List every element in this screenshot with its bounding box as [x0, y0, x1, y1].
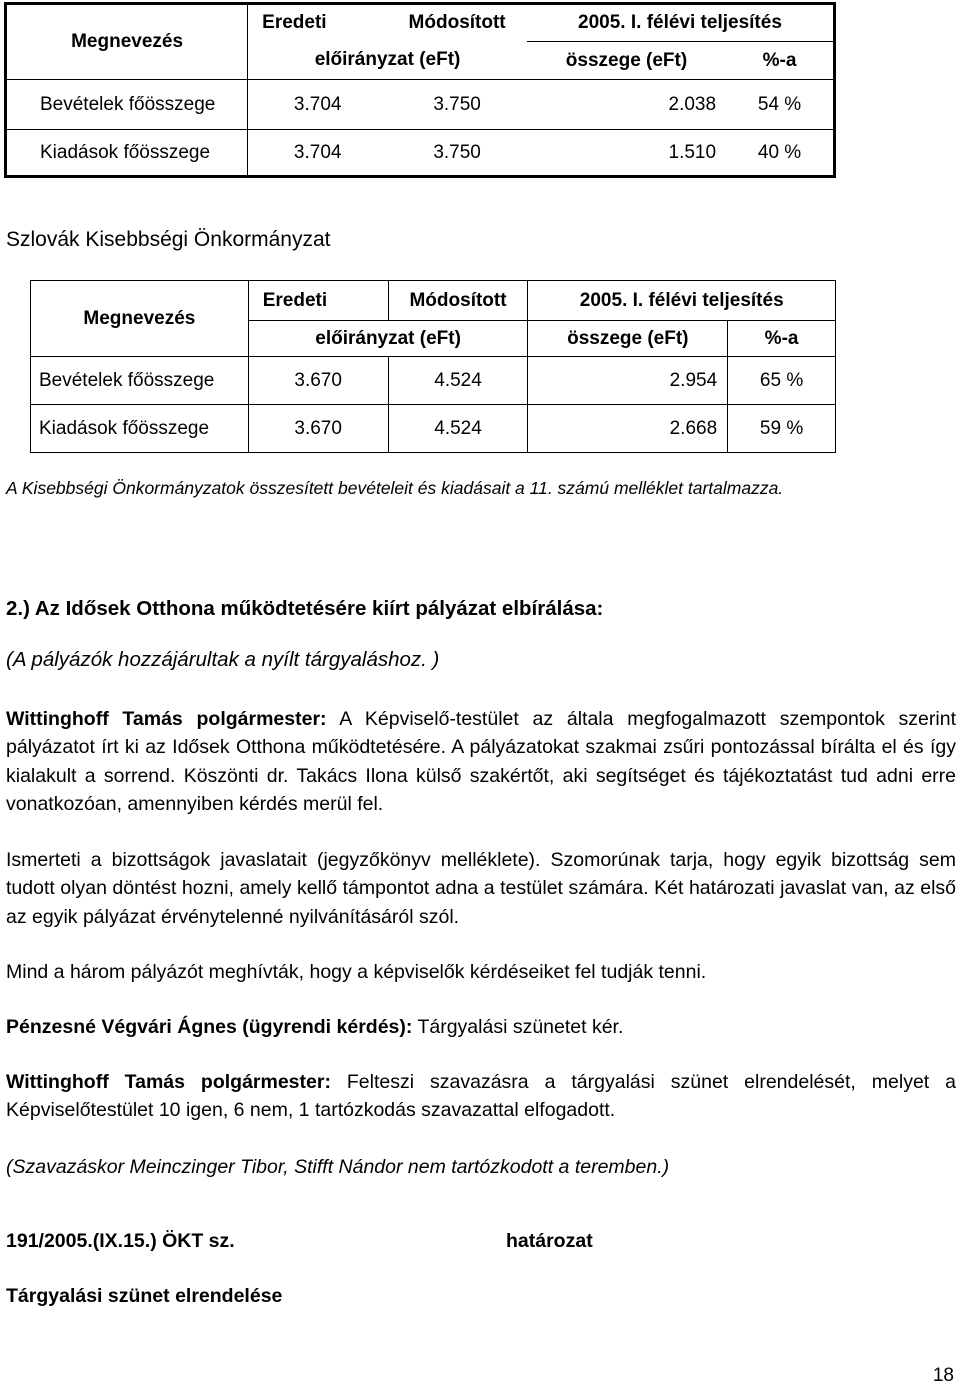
annex-note: A Kisebbségi Önkormányzatok összesített bevételeit és kiadásait a 11. számú melléklet tartalmazza. — [6, 478, 784, 498]
voting-note: (Szavazáskor Meinczinger Tibor, Stifft Nándor nem tartózkodott a teremben.) — [6, 1156, 670, 1178]
header-name: Megnevezés — [31, 281, 249, 357]
header-appropriation: előirányzat (eFt) — [248, 42, 527, 80]
header-percent: %-a — [728, 321, 836, 357]
paragraph-text: A Képviselő-testület az általa megfogalmazott szempontok szerint pályázatot írt ki az Idősek Otthona működtetésére. A pályázatokat szakmai zsűri pontozással bírálta el és így kialakult a sorrend. Köszönti dr. Takács Ilona külső szakértőt, aki segítséget és tájékoztatást tud adni erre vonatkozóan, amennyiben kérdés merül fel. — [6, 708, 956, 815]
budget-table-slovak — [30, 280, 836, 453]
table-row — [31, 405, 836, 453]
row-label: Kiadások főösszege — [6, 130, 248, 177]
header-modified: Módosított — [408, 12, 506, 34]
header-percent: %-a — [726, 42, 834, 80]
row-original: 3.670 — [248, 357, 388, 405]
header-period: 2005. I. félévi teljesítés — [528, 281, 836, 321]
header-amount: összege (eFt) — [527, 42, 726, 80]
paragraph-text: Tárgyalási szünetet kér. — [412, 1016, 624, 1038]
row-amount: 1.510 — [668, 141, 717, 163]
speaker-name: Wittinghoff Tamás polgármester: — [6, 1071, 331, 1093]
table2-title: Szlovák Kisebbségi Önkormányzat — [6, 228, 331, 251]
paragraph-committees: Ismerteti a bizottságok javaslatait (jegyzőkönyv melléklete). Szomorúnak tarja, hogy egyik bizottság sem tudott olyan döntést hozni, amely kellő támpontot adna a testület számára. Két határozati javaslat van, az első az egyik pályázat érvénytelenné nyilvánításáról szól. — [6, 849, 956, 928]
row-modified: 3.750 — [387, 80, 527, 130]
table-row — [6, 130, 835, 177]
budget-table-main — [4, 2, 836, 178]
resolution-label: határozat — [506, 1230, 593, 1252]
header-modified: Módosított — [388, 281, 528, 321]
row-original: 3.670 — [248, 405, 388, 453]
table-row — [31, 357, 836, 405]
row-percent: 59 % — [728, 405, 836, 453]
paragraph-text: Felteszi szavazásra a tárgyalási szünet elrendelését, melyet a Képviselőtestület 10 igen, 6 nem, 1 tartózkodás szavazattal elfogadott. — [6, 1071, 956, 1122]
speaker-name: Wittinghoff Tamás polgármester: — [6, 708, 327, 730]
row-amount: 2.668 — [528, 405, 728, 453]
row-modified: 3.750 — [433, 141, 481, 163]
row-label: Bevételek főösszege — [31, 357, 249, 405]
paragraph-mayor-1 — [6, 705, 956, 818]
resolution-number: 191/2005.(IX.15.) ÖKT sz. — [6, 1230, 235, 1252]
header-original: Eredeti — [262, 12, 327, 34]
header-period: 2005. I. félévi teljesítés — [527, 4, 835, 42]
row-original: 3.704 — [293, 141, 342, 163]
row-label: Kiadások főösszege — [31, 405, 249, 453]
row-label: Bevételek főösszege — [6, 80, 248, 130]
row-original: 3.704 — [248, 80, 388, 130]
section-heading: 2.) Az Idősek Otthona működtetésére kiírt pályázat elbírálása: — [6, 597, 604, 620]
row-percent: 54 % — [726, 80, 834, 130]
header-appropriation: előirányzat (eFt) — [248, 321, 528, 357]
row-amount: 2.038 — [527, 80, 726, 130]
row-modified: 4.524 — [388, 405, 528, 453]
section-subheading: (A pályázók hozzájárultak a nyílt tárgyaláshoz. ) — [6, 648, 440, 671]
header-name: Megnevezés — [6, 4, 248, 80]
paragraph-applicants: Mind a három pályázót meghívták, hogy a képviselők kérdéseiket fel tudják tenni. — [6, 961, 707, 983]
header-original: Eredeti — [248, 281, 388, 321]
header-amount: összege (eFt) — [528, 321, 728, 357]
page-number: 18 — [932, 1365, 954, 1386]
row-percent: 40 % — [757, 141, 802, 163]
row-modified: 4.524 — [388, 357, 528, 405]
row-percent: 65 % — [728, 357, 836, 405]
paragraph-procedural — [6, 1013, 956, 1041]
paragraph-mayor-2 — [6, 1068, 956, 1125]
resolution-title: Tárgyalási szünet elrendelése — [6, 1285, 283, 1307]
table-row — [6, 80, 835, 130]
speaker-name: Pénzesné Végvári Ágnes (ügyrendi kérdés): — [6, 1016, 413, 1038]
row-amount: 2.954 — [528, 357, 728, 405]
